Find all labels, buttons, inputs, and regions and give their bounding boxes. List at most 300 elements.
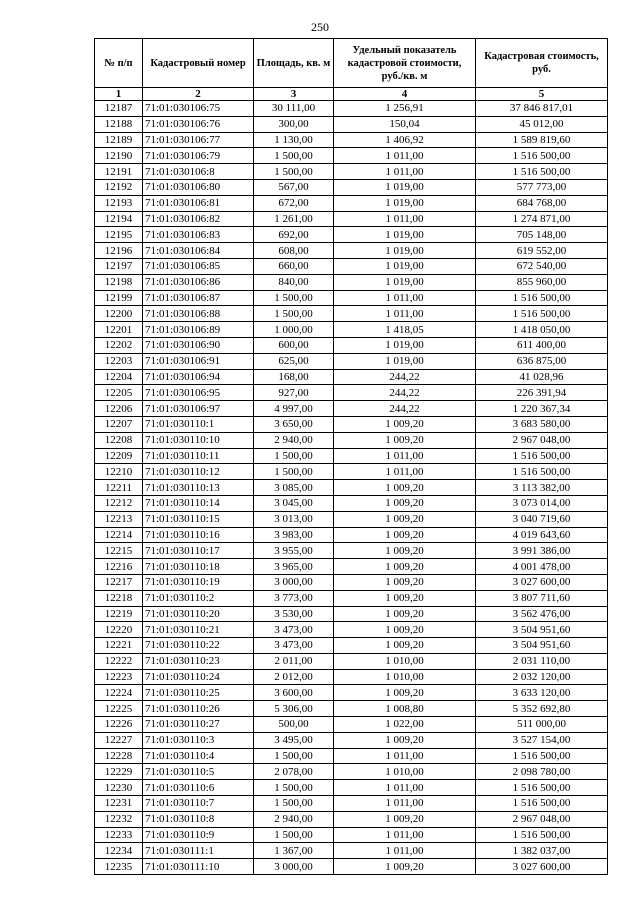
cadastral-cost-cell: 855 960,00 [476, 274, 608, 290]
area-cell: 927,00 [254, 385, 334, 401]
table-row [95, 559, 608, 575]
header-cadastral-number: Кадастровый номер [143, 39, 254, 88]
specific-value-cell: 1 009,20 [334, 590, 476, 606]
specific-value-cell: 1 256,91 [334, 101, 476, 117]
table-row [95, 669, 608, 685]
table-row [95, 653, 608, 669]
cadastral-number-cell: 71:01:030106:87 [143, 290, 254, 306]
cadastral-cost-cell: 41 028,96 [476, 369, 608, 385]
cadastral-cost-cell: 3 991 386,00 [476, 543, 608, 559]
specific-value-cell: 1 022,00 [334, 717, 476, 733]
cadastral-number-cell: 71:01:030110:19 [143, 574, 254, 590]
cadastral-number-cell: 71:01:030110:7 [143, 796, 254, 812]
table-row [95, 306, 608, 322]
row-number-cell: 12226 [95, 717, 143, 733]
cadastral-cost-cell: 1 516 500,00 [476, 290, 608, 306]
cadastral-number-cell: 71:01:030110:25 [143, 685, 254, 701]
specific-value-cell: 244,22 [334, 385, 476, 401]
cadastral-number-cell: 71:01:030106:83 [143, 227, 254, 243]
row-number-cell: 12232 [95, 811, 143, 827]
row-number-cell: 12234 [95, 843, 143, 859]
cadastral-cost-cell: 3 527 154,00 [476, 732, 608, 748]
cadastral-cost-cell: 1 516 500,00 [476, 780, 608, 796]
row-number-cell: 12213 [95, 511, 143, 527]
specific-value-cell: 1 009,20 [334, 543, 476, 559]
row-number-cell: 12224 [95, 685, 143, 701]
specific-value-cell: 244,22 [334, 369, 476, 385]
area-cell: 3 773,00 [254, 590, 334, 606]
cadastral-number-cell: 71:01:030110:13 [143, 480, 254, 496]
specific-value-cell: 1 010,00 [334, 669, 476, 685]
cadastral-number-cell: 71:01:030106:89 [143, 322, 254, 338]
area-cell: 3 473,00 [254, 622, 334, 638]
row-number-cell: 12196 [95, 243, 143, 259]
table-row [95, 717, 608, 733]
specific-value-cell: 1 019,00 [334, 243, 476, 259]
specific-value-cell: 1 009,20 [334, 606, 476, 622]
cadastral-number-cell: 71:01:030106:90 [143, 337, 254, 353]
area-cell: 600,00 [254, 337, 334, 353]
table-row [95, 464, 608, 480]
area-cell: 3 045,00 [254, 495, 334, 511]
cadastral-cost-cell: 684 768,00 [476, 195, 608, 211]
specific-value-cell: 1 009,20 [334, 511, 476, 527]
cadastral-number-cell: 71:01:030106:76 [143, 116, 254, 132]
cadastral-cost-cell: 3 562 476,00 [476, 606, 608, 622]
table-row [95, 622, 608, 638]
row-number-cell: 12191 [95, 164, 143, 180]
area-cell: 672,00 [254, 195, 334, 211]
area-cell: 1 500,00 [254, 306, 334, 322]
area-cell: 3 013,00 [254, 511, 334, 527]
cadastral-number-cell: 71:01:030110:6 [143, 780, 254, 796]
area-cell: 2 940,00 [254, 432, 334, 448]
cadastral-cost-cell: 1 516 500,00 [476, 148, 608, 164]
specific-value-cell: 1 009,20 [334, 732, 476, 748]
table-row [95, 353, 608, 369]
specific-value-cell: 1 011,00 [334, 796, 476, 812]
table-row [95, 590, 608, 606]
area-cell: 3 955,00 [254, 543, 334, 559]
cadastral-cost-cell: 3 633 120,00 [476, 685, 608, 701]
cadastral-cost-cell: 1 589 819,60 [476, 132, 608, 148]
table-row [95, 859, 608, 875]
table-row [95, 843, 608, 859]
cadastral-number-cell: 71:01:030110:2 [143, 590, 254, 606]
row-number-cell: 12194 [95, 211, 143, 227]
area-cell: 1 500,00 [254, 464, 334, 480]
cadastral-number-cell: 71:01:030106:88 [143, 306, 254, 322]
area-cell: 500,00 [254, 717, 334, 733]
specific-value-cell: 1 011,00 [334, 843, 476, 859]
table-row [95, 811, 608, 827]
cadastral-cost-cell: 1 220 367,34 [476, 401, 608, 417]
page-number: 250 [311, 20, 329, 34]
area-cell: 3 000,00 [254, 574, 334, 590]
cadastral-number-cell: 71:01:030110:26 [143, 701, 254, 717]
table-row [95, 416, 608, 432]
area-cell: 1 000,00 [254, 322, 334, 338]
row-number-cell: 12211 [95, 480, 143, 496]
area-cell: 3 000,00 [254, 859, 334, 875]
row-number-cell: 12193 [95, 195, 143, 211]
area-cell: 3 600,00 [254, 685, 334, 701]
table-row [95, 574, 608, 590]
row-number-cell: 12187 [95, 101, 143, 117]
area-cell: 1 500,00 [254, 780, 334, 796]
cadastral-cost-cell: 1 516 500,00 [476, 827, 608, 843]
header-cadastral-cost: Кадастровая стоимость, руб. [476, 39, 608, 88]
table-row [95, 385, 608, 401]
area-cell: 3 650,00 [254, 416, 334, 432]
table-row [95, 132, 608, 148]
specific-value-cell: 1 019,00 [334, 274, 476, 290]
cadastral-value-table [94, 38, 608, 875]
cadastral-cost-cell: 1 418 050,00 [476, 322, 608, 338]
cadastral-cost-cell: 2 098 780,00 [476, 764, 608, 780]
cadastral-cost-cell: 3 807 711,60 [476, 590, 608, 606]
specific-value-cell: 1 009,20 [334, 432, 476, 448]
row-number-cell: 12197 [95, 258, 143, 274]
column-number-row [95, 88, 608, 101]
row-number-cell: 12203 [95, 353, 143, 369]
row-number-cell: 12188 [95, 116, 143, 132]
specific-value-cell: 1 019,00 [334, 227, 476, 243]
table-row [95, 780, 608, 796]
cadastral-cost-cell: 1 274 871,00 [476, 211, 608, 227]
specific-value-cell: 1 406,92 [334, 132, 476, 148]
specific-value-cell: 1 019,00 [334, 258, 476, 274]
cadastral-number-cell: 71:01:030106:86 [143, 274, 254, 290]
specific-value-cell: 1 011,00 [334, 448, 476, 464]
specific-value-cell: 1 418,05 [334, 322, 476, 338]
area-cell: 30 111,00 [254, 101, 334, 117]
specific-value-cell: 1 009,20 [334, 685, 476, 701]
row-number-cell: 12220 [95, 622, 143, 638]
table-row [95, 227, 608, 243]
specific-value-cell: 1 009,20 [334, 859, 476, 875]
specific-value-cell: 1 009,20 [334, 416, 476, 432]
table-row [95, 606, 608, 622]
cadastral-number-cell: 71:01:030106:94 [143, 369, 254, 385]
row-number-cell: 12222 [95, 653, 143, 669]
specific-value-cell: 1 009,20 [334, 638, 476, 654]
specific-value-cell: 1 009,20 [334, 811, 476, 827]
row-number-cell: 12189 [95, 132, 143, 148]
row-number-cell: 12225 [95, 701, 143, 717]
cadastral-number-cell: 71:01:030111:1 [143, 843, 254, 859]
specific-value-cell: 1 009,20 [334, 495, 476, 511]
cadastral-number-cell: 71:01:030110:16 [143, 527, 254, 543]
area-cell: 660,00 [254, 258, 334, 274]
row-number-cell: 12229 [95, 764, 143, 780]
cadastral-number-cell: 71:01:030106:79 [143, 148, 254, 164]
row-number-cell: 12205 [95, 385, 143, 401]
cadastral-number-cell: 71:01:030110:9 [143, 827, 254, 843]
cadastral-cost-cell: 1 516 500,00 [476, 164, 608, 180]
area-cell: 3 473,00 [254, 638, 334, 654]
row-number-cell: 12201 [95, 322, 143, 338]
area-cell: 1 130,00 [254, 132, 334, 148]
specific-value-cell: 1 008,80 [334, 701, 476, 717]
cadastral-cost-cell: 2 032 120,00 [476, 669, 608, 685]
area-cell: 1 500,00 [254, 148, 334, 164]
specific-value-cell: 1 011,00 [334, 827, 476, 843]
header-row-number: № п/п [95, 39, 143, 88]
cadastral-number-cell: 71:01:030110:1 [143, 416, 254, 432]
row-number-cell: 12233 [95, 827, 143, 843]
row-number-cell: 12217 [95, 574, 143, 590]
area-cell: 1 500,00 [254, 748, 334, 764]
area-cell: 625,00 [254, 353, 334, 369]
table-row [95, 527, 608, 543]
cadastral-number-cell: 71:01:030110:23 [143, 653, 254, 669]
row-number-cell: 12198 [95, 274, 143, 290]
cadastral-number-cell: 71:01:030106:81 [143, 195, 254, 211]
cadastral-number-cell: 71:01:030110:4 [143, 748, 254, 764]
cadastral-cost-cell: 611 400,00 [476, 337, 608, 353]
table-row [95, 290, 608, 306]
column-number-1: 1 [95, 88, 143, 101]
specific-value-cell: 1 011,00 [334, 748, 476, 764]
cadastral-number-cell: 71:01:030106:77 [143, 132, 254, 148]
table-row [95, 638, 608, 654]
area-cell: 3 085,00 [254, 480, 334, 496]
area-cell: 1 500,00 [254, 290, 334, 306]
row-number-cell: 12192 [95, 179, 143, 195]
row-number-cell: 12212 [95, 495, 143, 511]
cadastral-cost-cell: 3 504 951,60 [476, 638, 608, 654]
row-number-cell: 12209 [95, 448, 143, 464]
table-row [95, 495, 608, 511]
table-row [95, 243, 608, 259]
specific-value-cell: 1 019,00 [334, 179, 476, 195]
cadastral-cost-cell: 705 148,00 [476, 227, 608, 243]
table-row [95, 211, 608, 227]
column-number-4: 4 [334, 88, 476, 101]
row-number-cell: 12218 [95, 590, 143, 606]
table-header-row [95, 39, 608, 88]
cadastral-cost-cell: 226 391,94 [476, 385, 608, 401]
specific-value-cell: 1 011,00 [334, 780, 476, 796]
table-row [95, 448, 608, 464]
table-row [95, 195, 608, 211]
cadastral-number-cell: 71:01:030110:21 [143, 622, 254, 638]
row-number-cell: 12231 [95, 796, 143, 812]
cadastral-cost-cell: 577 773,00 [476, 179, 608, 195]
table-row [95, 164, 608, 180]
cadastral-cost-cell: 3 073 014,00 [476, 495, 608, 511]
table-row [95, 322, 608, 338]
area-cell: 567,00 [254, 179, 334, 195]
row-number-cell: 12207 [95, 416, 143, 432]
area-cell: 1 500,00 [254, 827, 334, 843]
table-row [95, 401, 608, 417]
table-row [95, 258, 608, 274]
table-row [95, 732, 608, 748]
cadastral-cost-cell: 3 504 951,60 [476, 622, 608, 638]
cadastral-number-cell: 71:01:030110:3 [143, 732, 254, 748]
row-number-cell: 12223 [95, 669, 143, 685]
row-number-cell: 12195 [95, 227, 143, 243]
specific-value-cell: 1 009,20 [334, 622, 476, 638]
table-row [95, 432, 608, 448]
row-number-cell: 12215 [95, 543, 143, 559]
cadastral-cost-cell: 1 516 500,00 [476, 748, 608, 764]
table-row [95, 827, 608, 843]
area-cell: 2 078,00 [254, 764, 334, 780]
row-number-cell: 12227 [95, 732, 143, 748]
cadastral-cost-cell: 3 027 600,00 [476, 859, 608, 875]
cadastral-number-cell: 71:01:030110:18 [143, 559, 254, 575]
area-cell: 2 011,00 [254, 653, 334, 669]
row-number-cell: 12214 [95, 527, 143, 543]
specific-value-cell: 1 011,00 [334, 211, 476, 227]
area-cell: 2 940,00 [254, 811, 334, 827]
area-cell: 5 306,00 [254, 701, 334, 717]
specific-value-cell: 1 009,20 [334, 574, 476, 590]
row-number-cell: 12230 [95, 780, 143, 796]
table-row [95, 148, 608, 164]
area-cell: 3 983,00 [254, 527, 334, 543]
row-number-cell: 12199 [95, 290, 143, 306]
cadastral-cost-cell: 45 012,00 [476, 116, 608, 132]
cadastral-number-cell: 71:01:030106:91 [143, 353, 254, 369]
area-cell: 3 495,00 [254, 732, 334, 748]
table-row [95, 179, 608, 195]
area-cell: 608,00 [254, 243, 334, 259]
specific-value-cell: 1 011,00 [334, 464, 476, 480]
cadastral-number-cell: 71:01:030110:12 [143, 464, 254, 480]
row-number-cell: 12208 [95, 432, 143, 448]
row-number-cell: 12219 [95, 606, 143, 622]
cadastral-number-cell: 71:01:030110:8 [143, 811, 254, 827]
cadastral-cost-cell: 3 683 580,00 [476, 416, 608, 432]
cadastral-cost-cell: 4 019 643,60 [476, 527, 608, 543]
area-cell: 1 500,00 [254, 796, 334, 812]
cadastral-cost-cell: 2 967 048,00 [476, 811, 608, 827]
row-number-cell: 12221 [95, 638, 143, 654]
specific-value-cell: 150,04 [334, 116, 476, 132]
cadastral-cost-cell: 1 382 037,00 [476, 843, 608, 859]
cadastral-number-cell: 71:01:030111:10 [143, 859, 254, 875]
table-row [95, 116, 608, 132]
cadastral-cost-cell: 1 516 500,00 [476, 448, 608, 464]
row-number-cell: 12190 [95, 148, 143, 164]
cadastral-number-cell: 71:01:030110:22 [143, 638, 254, 654]
cadastral-cost-cell: 3 027 600,00 [476, 574, 608, 590]
area-cell: 1 500,00 [254, 164, 334, 180]
row-number-cell: 12228 [95, 748, 143, 764]
header-area: Площадь, кв. м [254, 39, 334, 88]
cadastral-number-cell: 71:01:030106:84 [143, 243, 254, 259]
table-row [95, 764, 608, 780]
row-number-cell: 12210 [95, 464, 143, 480]
area-cell: 692,00 [254, 227, 334, 243]
table-row [95, 274, 608, 290]
row-number-cell: 12204 [95, 369, 143, 385]
cadastral-number-cell: 71:01:030110:27 [143, 717, 254, 733]
area-cell: 3 965,00 [254, 559, 334, 575]
cadastral-number-cell: 71:01:030106:97 [143, 401, 254, 417]
specific-value-cell: 1 011,00 [334, 164, 476, 180]
specific-value-cell: 1 011,00 [334, 290, 476, 306]
row-number-cell: 12216 [95, 559, 143, 575]
specific-value-cell: 1 011,00 [334, 148, 476, 164]
row-number-cell: 12202 [95, 337, 143, 353]
table-row [95, 337, 608, 353]
cadastral-number-cell: 71:01:030110:15 [143, 511, 254, 527]
cadastral-number-cell: 71:01:030110:10 [143, 432, 254, 448]
cadastral-cost-cell: 37 846 817,01 [476, 101, 608, 117]
area-cell: 4 997,00 [254, 401, 334, 417]
table-row [95, 748, 608, 764]
cadastral-number-cell: 71:01:030110:20 [143, 606, 254, 622]
specific-value-cell: 1 010,00 [334, 653, 476, 669]
row-number-cell: 12200 [95, 306, 143, 322]
cadastral-number-cell: 71:01:030110:17 [143, 543, 254, 559]
area-cell: 300,00 [254, 116, 334, 132]
cadastral-number-cell: 71:01:030106:75 [143, 101, 254, 117]
cadastral-cost-cell: 1 516 500,00 [476, 796, 608, 812]
specific-value-cell: 1 019,00 [334, 353, 476, 369]
specific-value-cell: 1 010,00 [334, 764, 476, 780]
cadastral-cost-cell: 3 113 382,00 [476, 480, 608, 496]
area-cell: 1 367,00 [254, 843, 334, 859]
cadastral-cost-cell: 619 552,00 [476, 243, 608, 259]
cadastral-number-cell: 71:01:030110:14 [143, 495, 254, 511]
table-row [95, 101, 608, 117]
specific-value-cell: 1 011,00 [334, 306, 476, 322]
column-number-5: 5 [476, 88, 608, 101]
specific-value-cell: 1 009,20 [334, 480, 476, 496]
cadastral-cost-cell: 4 001 478,00 [476, 559, 608, 575]
area-cell: 840,00 [254, 274, 334, 290]
specific-value-cell: 1 009,20 [334, 527, 476, 543]
area-cell: 2 012,00 [254, 669, 334, 685]
area-cell: 1 500,00 [254, 448, 334, 464]
table-row [95, 511, 608, 527]
cadastral-number-cell: 71:01:030110:5 [143, 764, 254, 780]
table-row [95, 369, 608, 385]
specific-value-cell: 1 019,00 [334, 195, 476, 211]
area-cell: 168,00 [254, 369, 334, 385]
row-number-cell: 12206 [95, 401, 143, 417]
table-row [95, 480, 608, 496]
table-row [95, 796, 608, 812]
area-cell: 1 261,00 [254, 211, 334, 227]
specific-value-cell: 1 009,20 [334, 559, 476, 575]
table-row [95, 543, 608, 559]
cadastral-cost-cell: 5 352 692,80 [476, 701, 608, 717]
area-cell: 3 530,00 [254, 606, 334, 622]
table-body [95, 101, 608, 875]
cadastral-number-cell: 71:01:030110:24 [143, 669, 254, 685]
cadastral-cost-cell: 2 967 048,00 [476, 432, 608, 448]
specific-value-cell: 244,22 [334, 401, 476, 417]
cadastral-number-cell: 71:01:030106:85 [143, 258, 254, 274]
cadastral-number-cell: 71:01:030106:80 [143, 179, 254, 195]
specific-value-cell: 1 019,00 [334, 337, 476, 353]
row-number-cell: 12235 [95, 859, 143, 875]
table-row [95, 701, 608, 717]
column-number-2: 2 [143, 88, 254, 101]
cadastral-number-cell: 71:01:030106:8 [143, 164, 254, 180]
header-specific-value: Удельный показатель кадастровой стоимости, руб./кв. м [334, 39, 476, 88]
cadastral-cost-cell: 636 875,00 [476, 353, 608, 369]
column-number-3: 3 [254, 88, 334, 101]
cadastral-cost-cell: 672 540,00 [476, 258, 608, 274]
